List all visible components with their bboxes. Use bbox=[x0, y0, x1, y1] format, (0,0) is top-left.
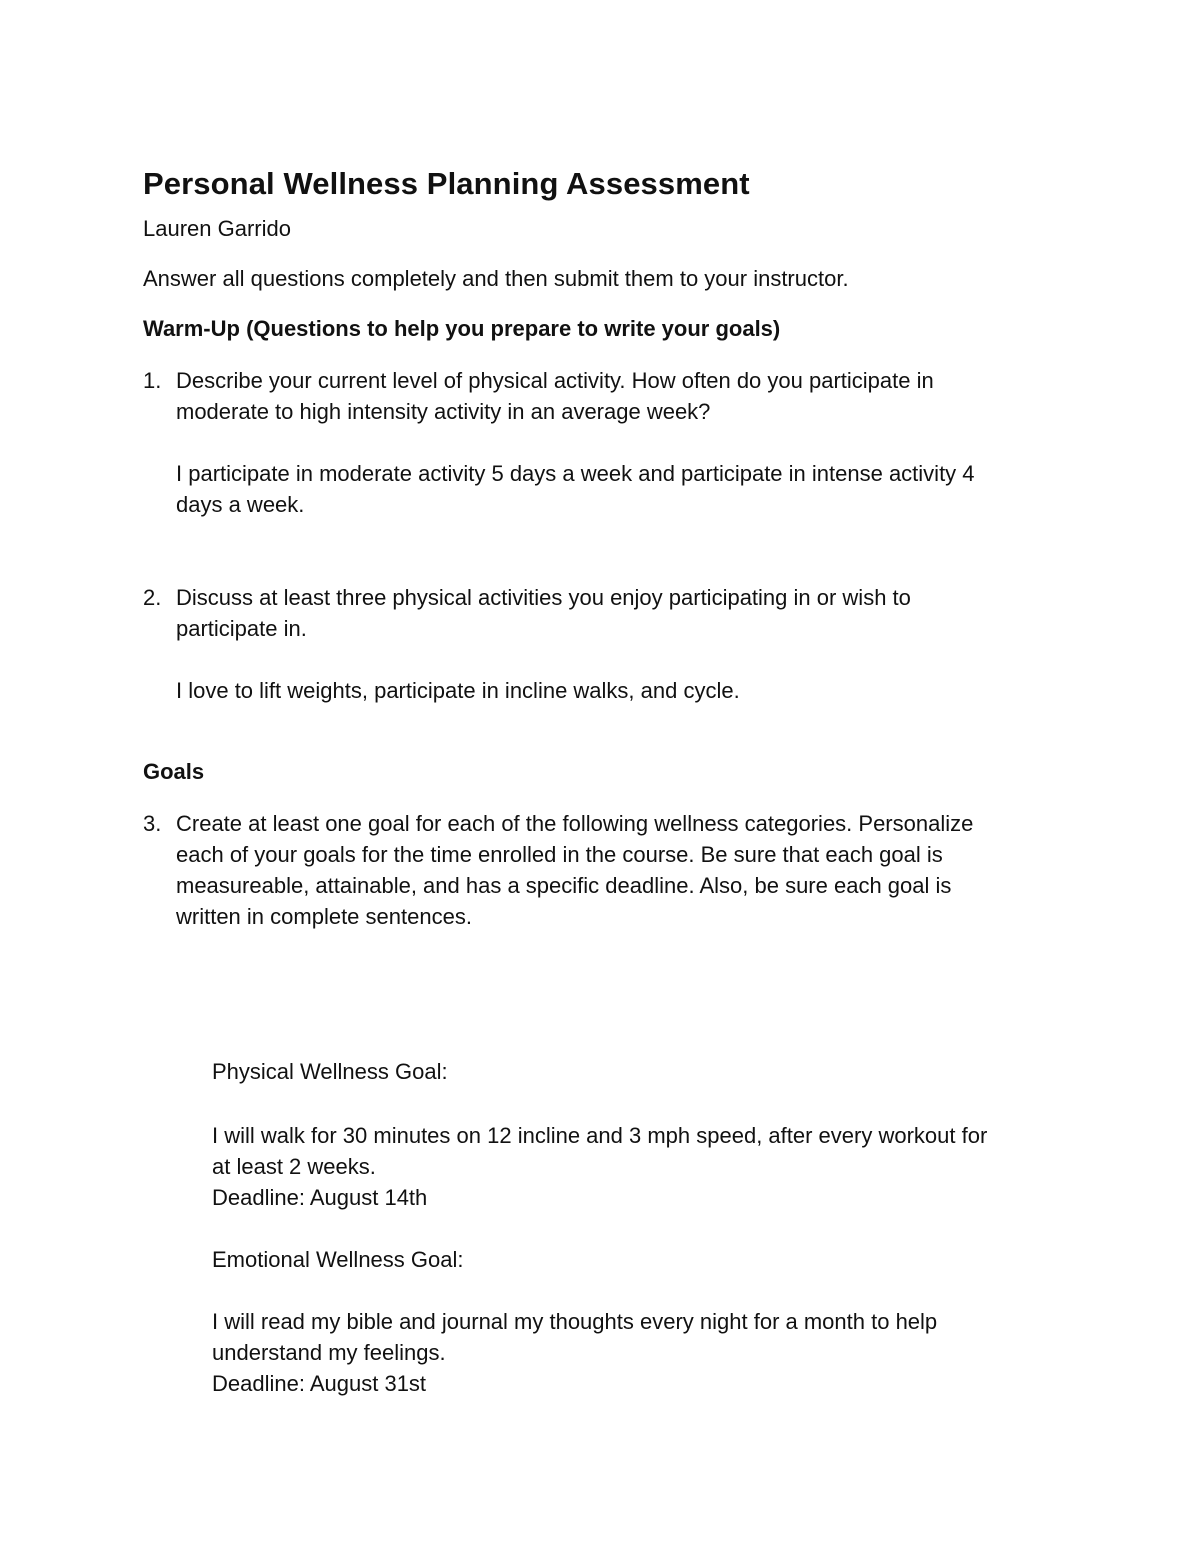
goals-heading: Goals bbox=[143, 759, 205, 784]
question-3-prompt-line-1: Create at least one goal for each of the following wellness categories. Personalize bbox=[176, 811, 974, 836]
question-1-answer-line-2: days a week. bbox=[176, 492, 305, 517]
question-3-prompt-line-2: each of your goals for the time enrolled in the course. Be sure that each goal is bbox=[176, 842, 943, 867]
question-1-prompt-line-2: moderate to high intensity activity in an average week? bbox=[176, 399, 711, 424]
question-3-prompt-line-3: measureable, attainable, and has a specific deadline. Also, be sure each goal is bbox=[176, 873, 952, 898]
question-1-prompt-line-1: Describe your current level of physical activity. How often do you participate in bbox=[176, 368, 934, 393]
physical-goal-deadline: Deadline: August 14th bbox=[212, 1185, 428, 1210]
physical-goal-label: Physical Wellness Goal: bbox=[212, 1059, 448, 1084]
emotional-goal-text-line-1: I will read my bible and journal my thoughts every night for a month to help bbox=[212, 1309, 938, 1334]
question-2-prompt-line-1: Discuss at least three physical activities you enjoy participating in or wish to bbox=[176, 585, 911, 610]
question-2-answer-line-1: I love to lift weights, participate in incline walks, and cycle. bbox=[176, 678, 740, 703]
physical-goal-text-line-2: at least 2 weeks. bbox=[212, 1154, 376, 1179]
physical-goal-text-line-1: I will walk for 30 minutes on 12 incline and 3 mph speed, after every workout for bbox=[212, 1123, 988, 1148]
question-1-answer-line-1: I participate in moderate activity 5 days a week and participate in intense activity 4 bbox=[176, 461, 975, 486]
emotional-goal-text-line-2: understand my feelings. bbox=[212, 1340, 446, 1365]
question-3-prompt-line-4: written in complete sentences. bbox=[176, 904, 472, 929]
emotional-goal-label: Emotional Wellness Goal: bbox=[212, 1247, 464, 1272]
question-1-number: 1. bbox=[143, 368, 162, 393]
document-title: Personal Wellness Planning Assessment bbox=[143, 166, 750, 201]
emotional-goal-deadline: Deadline: August 31st bbox=[212, 1371, 427, 1396]
warmup-heading: Warm-Up (Questions to help you prepare to write your goals) bbox=[143, 316, 781, 341]
question-3-number: 3. bbox=[143, 811, 162, 836]
question-2-prompt-line-2: participate in. bbox=[176, 616, 307, 641]
question-2-number: 2. bbox=[143, 585, 162, 610]
instructions-text: Answer all questions completely and then submit them to your instructor. bbox=[143, 266, 849, 291]
author-name: Lauren Garrido bbox=[143, 216, 291, 241]
